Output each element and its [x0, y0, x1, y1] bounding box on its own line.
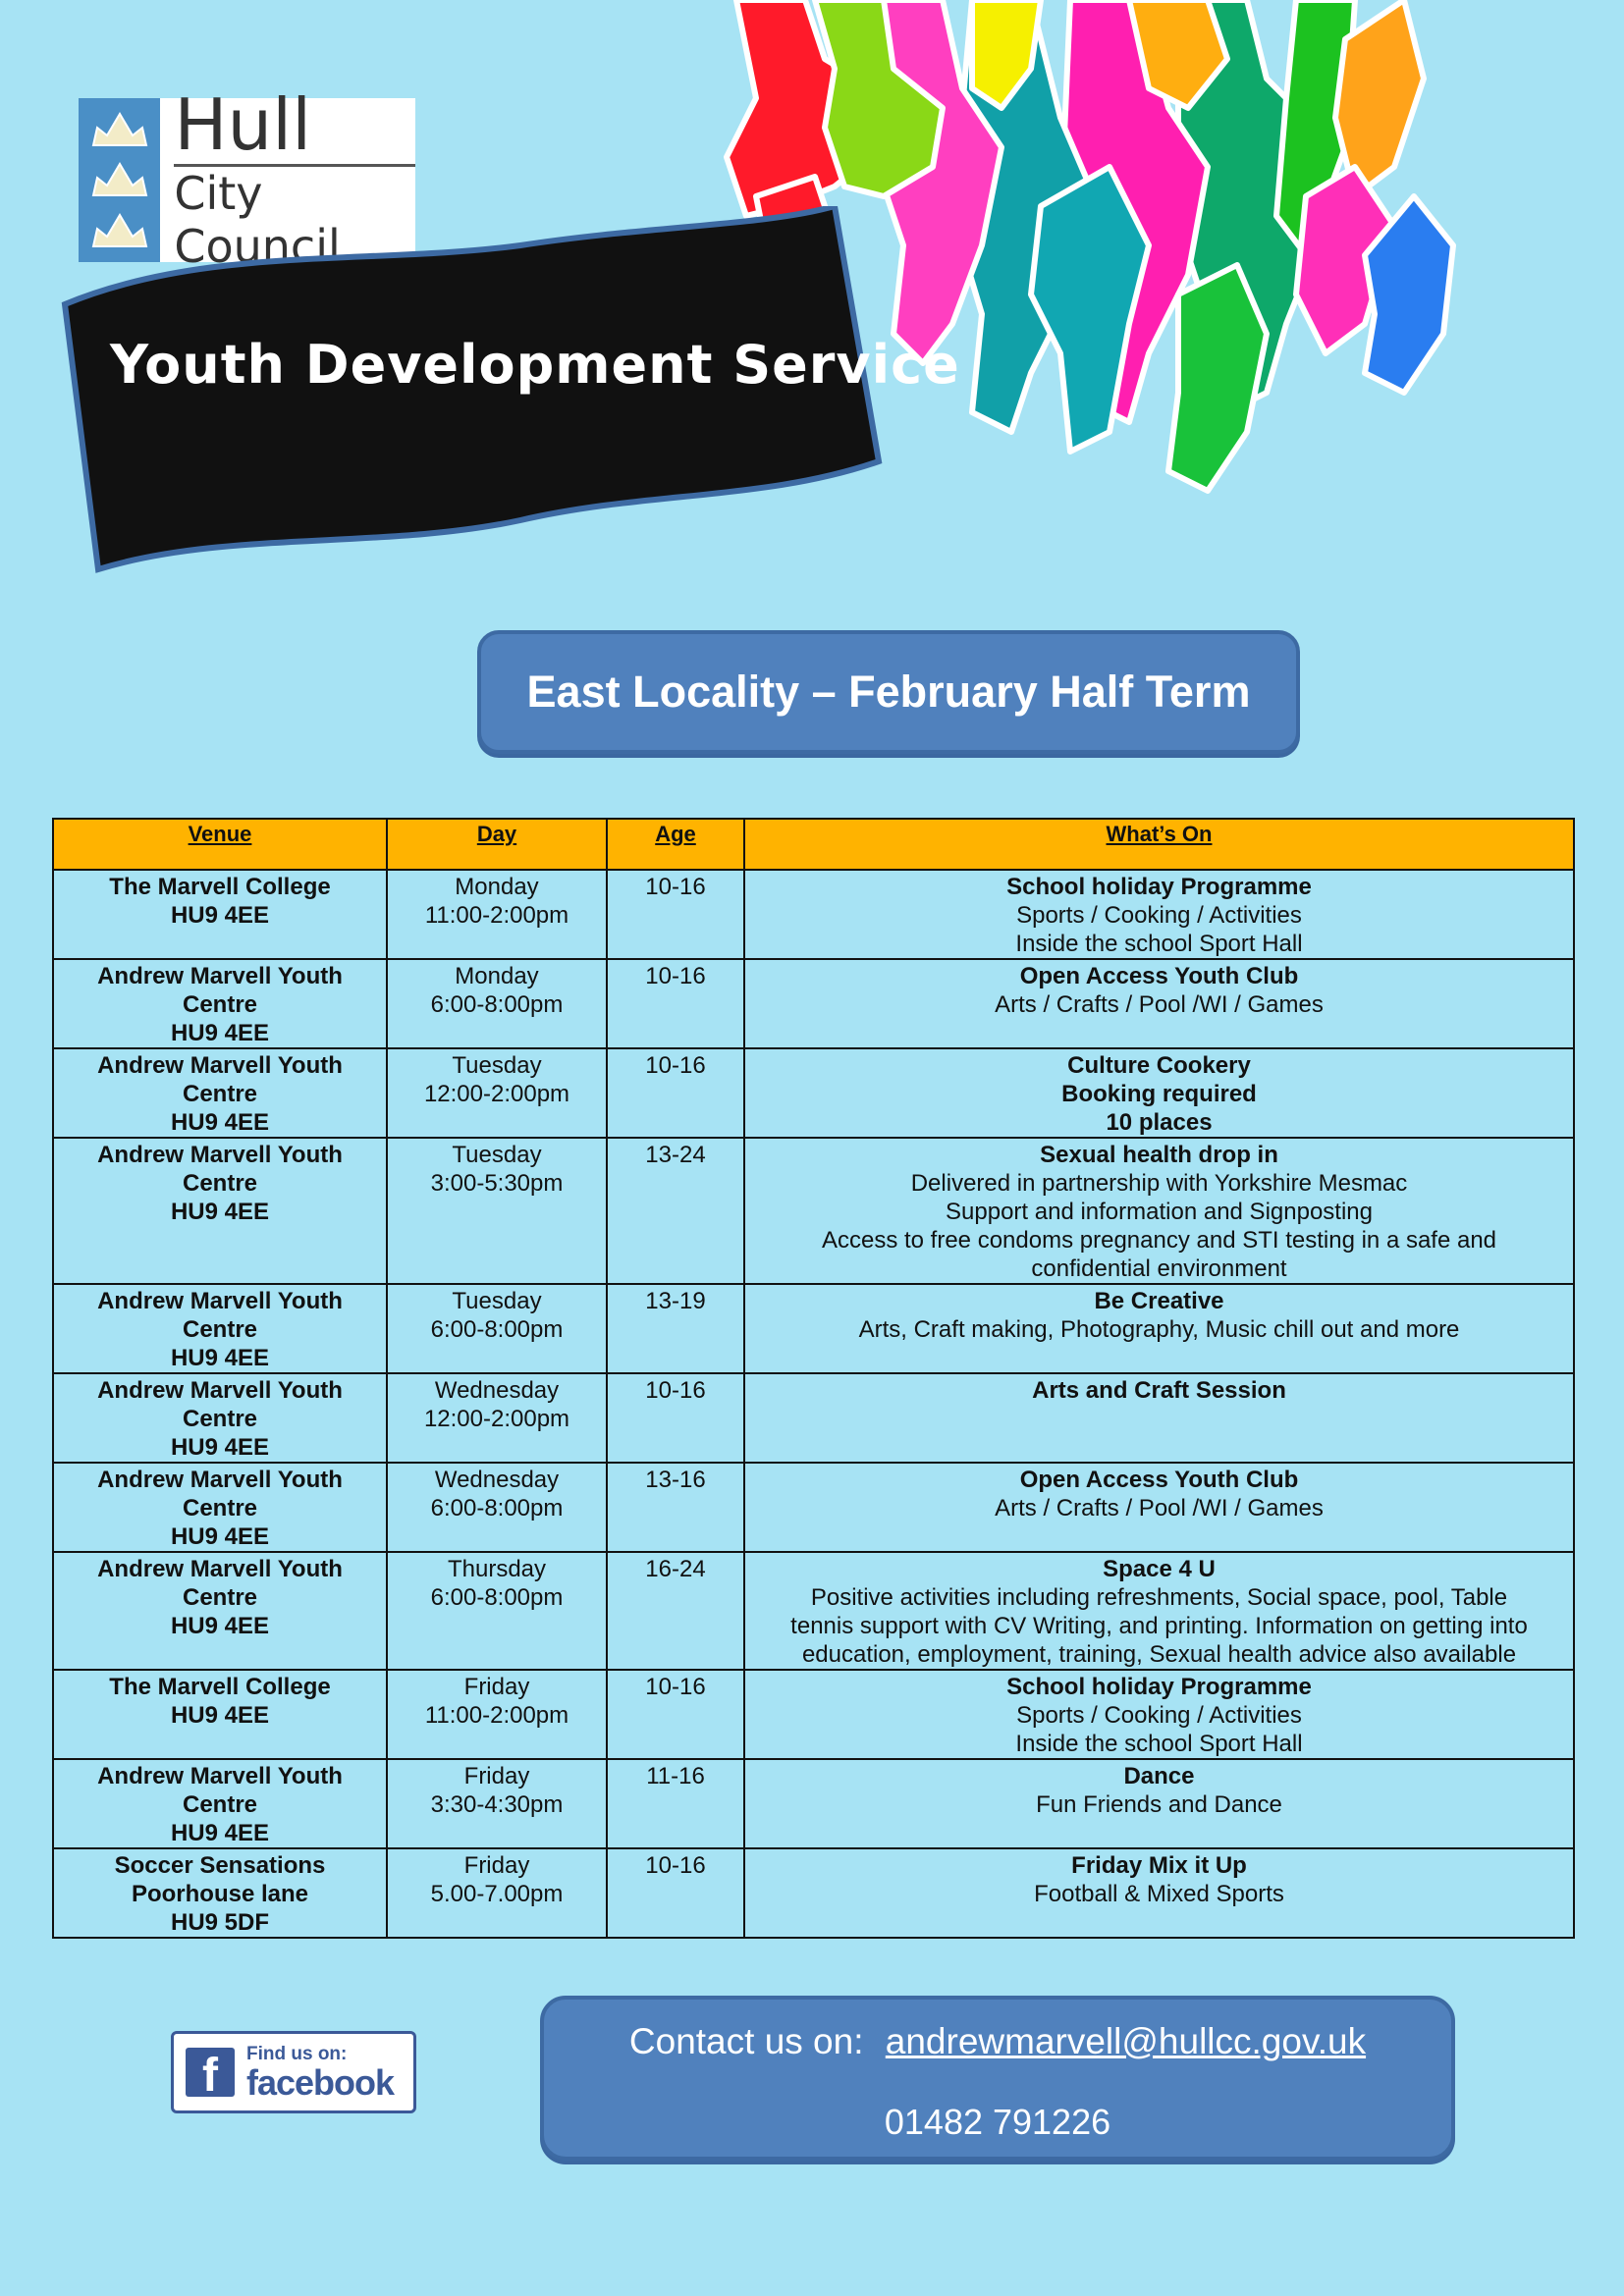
venue-cell-line: Centre	[182, 1495, 258, 1522]
table-row	[53, 1670, 1574, 1759]
venue-cell	[53, 1463, 387, 1552]
activity-detail: education, employment, training, Sexual health advice also available	[801, 1641, 1517, 1668]
venue-cell-line: HU9 4EE	[170, 1109, 270, 1136]
whats-on-cell	[744, 870, 1574, 959]
venue-cell	[53, 1552, 387, 1670]
venue-cell-line: Andrew Marvell Youth	[97, 963, 343, 989]
venue-cell-line: Centre	[182, 1406, 258, 1432]
activity-detail: confidential environment	[1031, 1255, 1287, 1282]
column-header-venue: Venue	[53, 819, 387, 870]
locality-header-text: East Locality – February Half Term	[526, 667, 1251, 717]
whats-on-cell	[744, 1373, 1574, 1463]
day-cell-line: 5.00-7.00pm	[430, 1881, 564, 1907]
whats-on-cell	[744, 1670, 1574, 1759]
activity-detail: Delivered in partnership with Yorkshire Mesmac	[910, 1170, 1408, 1197]
venue-cell-line: Andrew Marvell Youth	[97, 1288, 343, 1314]
day-cell-line: Tuesday	[452, 1052, 542, 1079]
table-row	[53, 959, 1574, 1048]
table-row	[53, 1048, 1574, 1138]
venue-cell	[53, 1284, 387, 1373]
day-cell-line: 3:30-4:30pm	[430, 1791, 564, 1818]
facebook-badge[interactable]	[171, 2031, 416, 2113]
day-cell	[387, 1552, 607, 1670]
day-cell-line: Monday	[455, 874, 539, 900]
facebook-wordmark: facebook	[246, 2062, 395, 2103]
activity-title: Friday Mix it Up	[1071, 1852, 1247, 1879]
venue-cell	[53, 1048, 387, 1138]
day-cell	[387, 1670, 607, 1759]
venue-cell	[53, 1373, 387, 1463]
venue-cell	[53, 1759, 387, 1848]
activity-title: 10 places	[1106, 1109, 1213, 1136]
day-cell	[387, 870, 607, 959]
day-cell-line: 6:00-8:00pm	[430, 991, 564, 1018]
day-cell-line: Wednesday	[434, 1377, 560, 1404]
day-cell-line: Tuesday	[452, 1142, 542, 1168]
schedule-table	[52, 818, 1575, 1939]
table-row	[53, 1552, 1574, 1670]
day-cell-line: Wednesday	[434, 1467, 560, 1493]
day-cell	[387, 1048, 607, 1138]
activity-detail: tennis support with CV Writing, and printing. Information on getting into	[790, 1613, 1528, 1639]
venue-cell-line: Andrew Marvell Youth	[97, 1763, 343, 1789]
activity-title: Booking required	[1061, 1081, 1257, 1107]
activity-detail: Arts, Craft making, Photography, Music chill out and more	[858, 1316, 1460, 1343]
day-cell-line: 6:00-8:00pm	[430, 1584, 564, 1611]
venue-cell-line: HU9 4EE	[170, 1020, 270, 1046]
activity-title: Be Creative	[1094, 1288, 1224, 1314]
table-row	[53, 870, 1574, 959]
locality-header	[477, 630, 1300, 754]
activity-title: Sexual health drop in	[1040, 1142, 1278, 1168]
venue-cell-line: HU9 4EE	[170, 902, 270, 929]
age-cell: 13-19	[607, 1284, 744, 1373]
venue-cell-line: Andrew Marvell Youth	[97, 1556, 343, 1582]
venue-cell-line: The Marvell College	[109, 1674, 331, 1700]
venue-cell	[53, 1848, 387, 1938]
venue-cell-line: Centre	[182, 1316, 258, 1343]
venue-cell-line: Andrew Marvell Youth	[97, 1142, 343, 1168]
whats-on-cell	[744, 1552, 1574, 1670]
column-header-day: Day	[387, 819, 607, 870]
facebook-icon: f	[186, 2048, 235, 2097]
contact-label: Contact us on:	[628, 2021, 864, 2061]
table-row	[53, 1373, 1574, 1463]
venue-cell	[53, 870, 387, 959]
activity-detail: Arts / Crafts / Pool /WI / Games	[995, 1495, 1324, 1522]
venue-cell-line: Centre	[182, 1081, 258, 1107]
venue-cell-line: Poorhouse lane	[131, 1881, 309, 1907]
activity-detail: Sports / Cooking / Activities	[1016, 902, 1302, 929]
column-header-age: Age	[607, 819, 744, 870]
day-cell-line: 6:00-8:00pm	[430, 1495, 564, 1522]
activity-title: Space 4 U	[1103, 1556, 1216, 1582]
activity-title: Open Access Youth Club	[1019, 1467, 1299, 1493]
table-row	[53, 1848, 1574, 1938]
day-cell-line: Friday	[463, 1852, 530, 1879]
table-row	[53, 1463, 1574, 1552]
day-cell	[387, 1848, 607, 1938]
age-cell: 10-16	[607, 1670, 744, 1759]
venue-cell	[53, 1670, 387, 1759]
age-cell: 13-16	[607, 1463, 744, 1552]
day-cell-line: 11:00-2:00pm	[424, 1702, 569, 1729]
venue-cell	[53, 1138, 387, 1284]
activity-detail: Access to free condoms pregnancy and STI testing in a safe and	[821, 1227, 1497, 1254]
logo-council-text: City Council	[174, 164, 415, 273]
venue-cell-line: Centre	[182, 1791, 258, 1818]
day-cell	[387, 1373, 607, 1463]
activity-title: Arts and Craft Session	[1032, 1377, 1286, 1404]
day-cell	[387, 1463, 607, 1552]
venue-cell-line: Andrew Marvell Youth	[97, 1052, 343, 1079]
day-cell	[387, 1284, 607, 1373]
schedule-body	[53, 870, 1574, 1938]
day-cell-line: Friday	[463, 1763, 530, 1789]
age-cell: 10-16	[607, 1373, 744, 1463]
venue-cell-line: HU9 4EE	[170, 1434, 270, 1461]
day-cell	[387, 1138, 607, 1284]
day-cell-line: Thursday	[447, 1556, 547, 1582]
age-cell: 13-24	[607, 1138, 744, 1284]
activity-title: School holiday Programme	[1006, 1674, 1312, 1700]
column-header-whats-on: What’s On	[744, 819, 1574, 870]
age-cell: 10-16	[607, 870, 744, 959]
table-row	[53, 1138, 1574, 1284]
venue-cell-line: Andrew Marvell Youth	[97, 1377, 343, 1404]
whats-on-cell	[744, 1848, 1574, 1938]
venue-cell-line: HU9 4EE	[170, 1613, 270, 1639]
whats-on-cell	[744, 959, 1574, 1048]
activity-detail: Sports / Cooking / Activities	[1016, 1702, 1302, 1729]
venue-cell-line: HU9 4EE	[170, 1199, 270, 1225]
day-cell	[387, 959, 607, 1048]
age-cell: 11-16	[607, 1759, 744, 1848]
venue-cell-line: The Marvell College	[109, 874, 331, 900]
age-cell: 10-16	[607, 1848, 744, 1938]
venue-cell-line: Centre	[182, 991, 258, 1018]
venue-cell-line: HU9 5DF	[170, 1909, 270, 1936]
banner-title: Youth Development Service	[110, 334, 960, 396]
day-cell-line: Friday	[463, 1674, 530, 1700]
contact-box	[540, 1996, 1455, 2161]
whats-on-cell	[744, 1463, 1574, 1552]
facebook-find-us: Find us on:	[246, 2044, 348, 2064]
day-cell-line: 12:00-2:00pm	[423, 1406, 570, 1432]
venue-cell-line: Centre	[182, 1170, 258, 1197]
day-cell-line: Monday	[455, 963, 539, 989]
age-cell: 16-24	[607, 1552, 744, 1670]
venue-cell-line: Andrew Marvell Youth	[97, 1467, 343, 1493]
activity-title: Culture Cookery	[1067, 1052, 1251, 1079]
activity-detail: Support and information and Signposting	[946, 1199, 1373, 1225]
table-row	[53, 1759, 1574, 1848]
activity-title: Open Access Youth Club	[1019, 963, 1299, 989]
whats-on-cell	[744, 1284, 1574, 1373]
venue-cell-line: HU9 4EE	[170, 1523, 270, 1550]
activity-detail: Arts / Crafts / Pool /WI / Games	[995, 991, 1324, 1018]
venue-cell-line: Soccer Sensations	[114, 1852, 326, 1879]
venue-cell	[53, 959, 387, 1048]
day-cell-line: 3:00-5:30pm	[430, 1170, 564, 1197]
day-cell-line: 12:00-2:00pm	[423, 1081, 570, 1107]
day-cell-line: Tuesday	[452, 1288, 542, 1314]
activity-detail: Fun Friends and Dance	[1036, 1791, 1282, 1818]
day-cell-line: 6:00-8:00pm	[430, 1316, 564, 1343]
contact-email-link[interactable]: andrewmarvell@hullcc.gov.uk	[885, 2021, 1367, 2061]
day-cell-line: 11:00-2:00pm	[424, 902, 569, 929]
table-header-row	[53, 819, 1574, 870]
contact-phone: 01482 791226	[884, 2102, 1111, 2142]
venue-cell-line: Centre	[182, 1584, 258, 1611]
activity-detail: Football & Mixed Sports	[1034, 1881, 1284, 1907]
logo-hull-text: Hull	[174, 83, 312, 166]
activity-title: Dance	[1123, 1763, 1195, 1789]
whats-on-cell	[744, 1759, 1574, 1848]
whats-on-cell	[744, 1048, 1574, 1138]
venue-cell-line: HU9 4EE	[170, 1702, 270, 1729]
age-cell: 10-16	[607, 1048, 744, 1138]
activity-title: School holiday Programme	[1006, 874, 1312, 900]
activity-detail: Inside the school Sport Hall	[1015, 931, 1303, 957]
venue-cell-line: HU9 4EE	[170, 1820, 270, 1846]
table-row	[53, 1284, 1574, 1373]
age-cell: 10-16	[607, 959, 744, 1048]
activity-detail: Positive activities including refreshments, Social space, pool, Table	[810, 1584, 1508, 1611]
day-cell	[387, 1759, 607, 1848]
activity-detail: Inside the school Sport Hall	[1015, 1731, 1303, 1757]
whats-on-cell	[744, 1138, 1574, 1284]
venue-cell-line: HU9 4EE	[170, 1345, 270, 1371]
